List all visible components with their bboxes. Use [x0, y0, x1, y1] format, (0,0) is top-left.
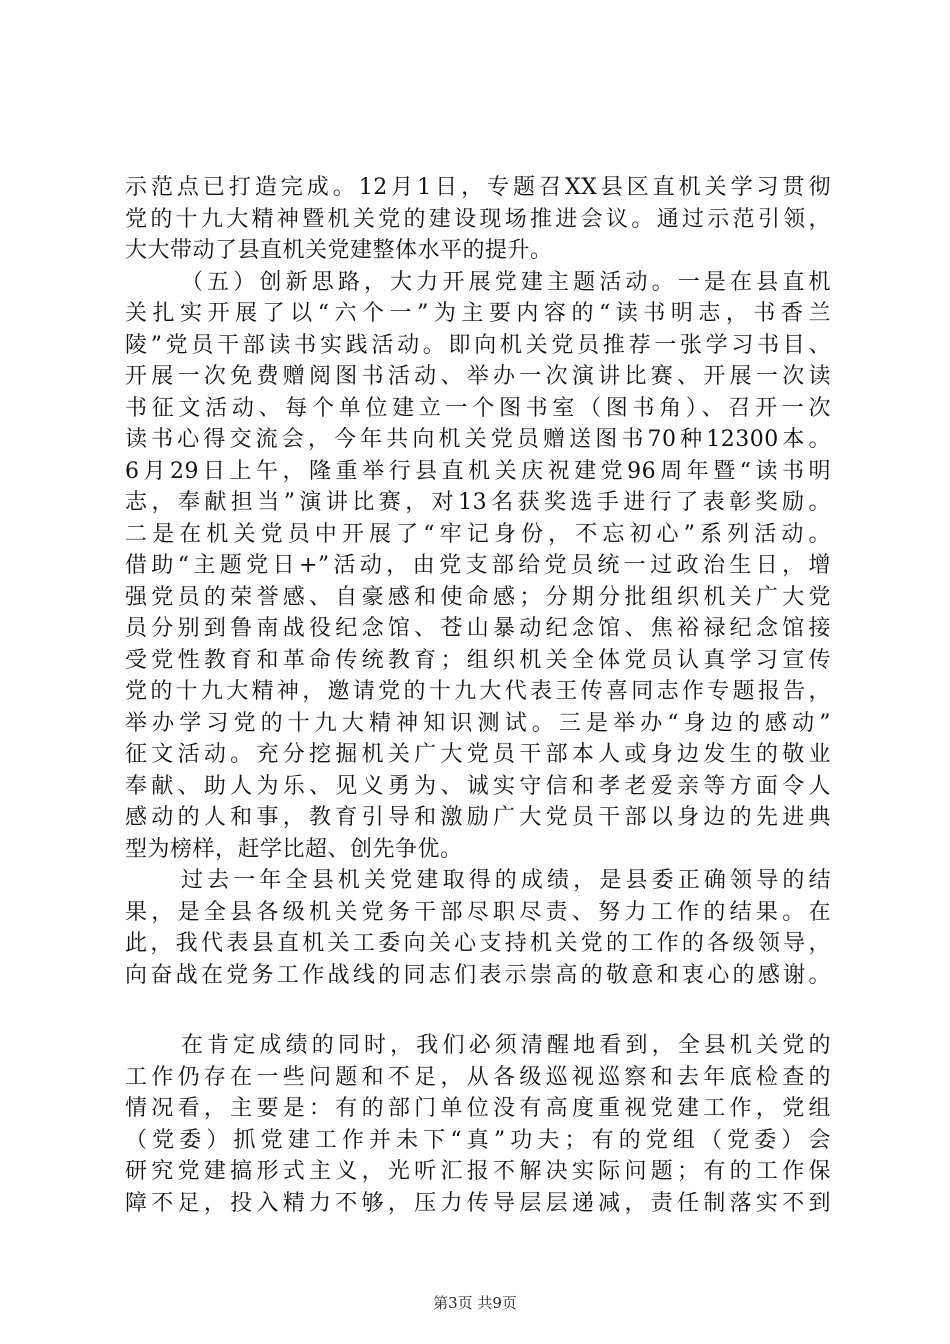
text-line: （五）创新思路，大力开展党建主题活动。一是在县直机	[181, 269, 831, 295]
text-line: 开展一次免费赠阅图书活动、举办一次演讲比赛、开展一次读	[125, 364, 831, 389]
text-line: 大大带动了县直机关党建整体水平的提升。	[125, 238, 553, 263]
text-line: 读书心得交流会，今年共向机关党员赠送图书70种12300本。	[125, 427, 831, 452]
paragraph-1	[125, 172, 831, 267]
text-line: 障不足，投入精力不够，压力传导层层递减，责任制落实不到	[125, 1190, 831, 1216]
text-line: 此，我代表县直机关工委向关心支持机关党的工作的各级领导，	[125, 931, 831, 956]
paragraph-gap	[125, 991, 831, 1030]
text-line: （党委）抓党建工作并未下“真”功夫；有的党组（党委）会	[125, 1127, 831, 1153]
text-line: 党的十九大精神暨机关党的建设现场推进会议。通过示范引领，	[125, 206, 831, 232]
paragraph-3	[125, 865, 831, 991]
text-line: 感动的人和事，教育引导和激励广大党员干部以身边的先进典	[125, 805, 831, 830]
text-line: 员分别到鲁南战役纪念馆、苍山暴动纪念馆、焦裕禄纪念馆接	[125, 616, 831, 641]
page-number-footer: 第3页 共9页	[433, 1294, 517, 1312]
text-line: 二是在机关党员中开展了“牢记身份，不忘初心”系列活动。	[125, 521, 831, 547]
text-line: 受党性教育和革命传统教育；组织机关全体党员认真学习宣传	[125, 647, 831, 673]
text-line: 示范点已打造完成。12月1日，专题召XX县区直机关学习贯彻	[125, 175, 831, 200]
text-line: 书征文活动、每个单位建立一个图书室（图书角）、召开一次	[125, 395, 831, 421]
paragraph-2	[125, 267, 831, 866]
text-line: 征文活动。充分挖掘机关广大党员干部本人或身边发生的敬业	[125, 742, 831, 767]
text-line: 借助“主题党日+”活动，由党支部给党员统一过政治生日，增	[125, 553, 831, 578]
text-line: 工作仍存在一些问题和不足，从各级巡视巡察和去年底检查的	[125, 1064, 831, 1090]
text-line: 过去一年全县机关党建取得的成绩，是县委正确领导的结	[181, 868, 831, 893]
text-line: 关扎实开展了以“六个一”为主要内容的“读书明志，书香兰	[125, 301, 831, 326]
text-line: 6月29日上午，隆重举行县直机关庆祝建党96周年暨“读书明	[125, 458, 831, 484]
text-line: 举办学习党的十九大精神知识测试。三是举办“身边的感动”	[125, 710, 831, 736]
text-line: 型为榜样，赶学比超、创先争优。	[125, 836, 463, 862]
text-line: 党的十九大精神，邀请党的十九大代表王传喜同志作专题报告，	[125, 679, 831, 704]
text-line: 在肯定成绩的同时，我们必须清醒地看到，全县机关党的	[181, 1033, 831, 1058]
text-line: 奉献、助人为乐、见义勇为、诚实守信和孝老爱亲等方面令人	[125, 773, 831, 799]
body-text	[125, 172, 831, 1219]
text-line: 陵”党员干部读书实践活动。即向机关党员推荐一张学习书目、	[125, 332, 831, 358]
text-line: 研究党建搞形式主义，光听汇报不解决实际问题；有的工作保	[125, 1159, 831, 1184]
text-line: 果，是全县各级机关党务干部尽职尽责、努力工作的结果。在	[125, 899, 831, 925]
text-line: 情况看，主要是：有的部门单位没有高度重视党建工作，党组	[125, 1096, 831, 1121]
text-line: 志，奉献担当”演讲比赛，对13名获奖选手进行了表彰奖励。	[125, 490, 831, 515]
text-line: 向奋战在党务工作战线的同志们表示崇高的敬意和衷心的感谢。	[125, 962, 831, 988]
text-line: 强党员的荣誉感、自豪感和使命感；分期分批组织机关广大党	[125, 584, 831, 610]
paragraph-4	[125, 1030, 831, 1219]
